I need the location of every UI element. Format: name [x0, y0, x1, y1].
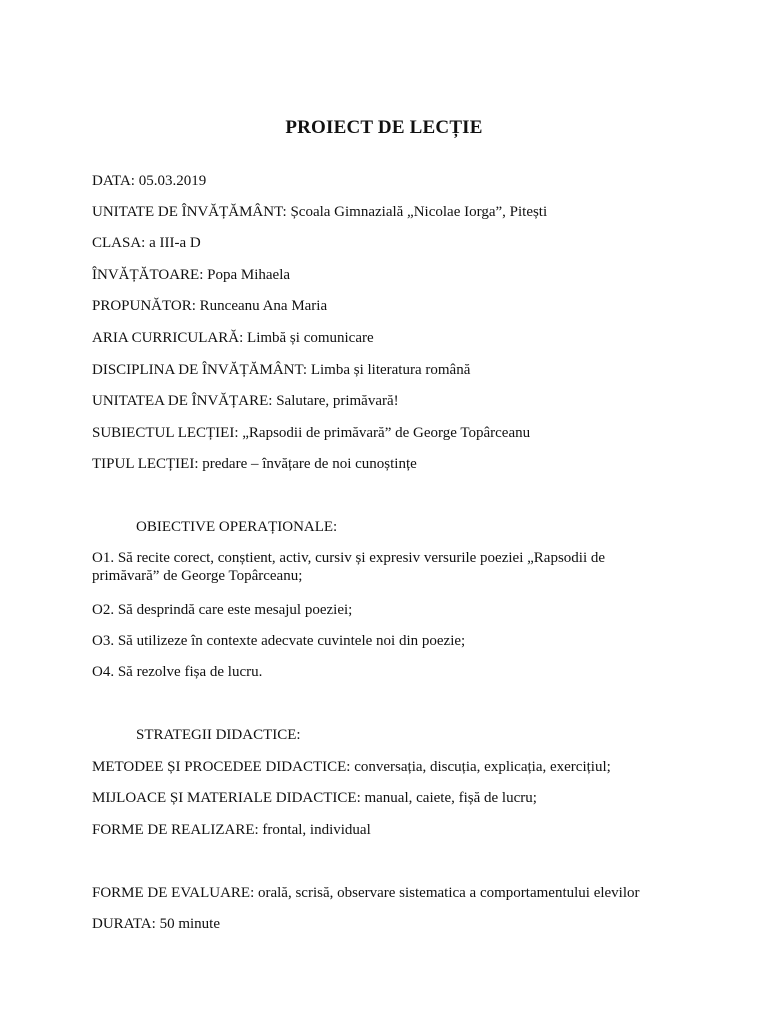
field-value: predare – învățare de noi cunoștințe [202, 456, 417, 472]
field-aria-curriculara [92, 329, 374, 347]
field-value: Limbă și comunicare [247, 330, 374, 346]
field-label: DATA: [92, 173, 135, 189]
field-label: DURATA: [92, 916, 156, 932]
field-label: PROPUNĂTOR: [92, 298, 196, 314]
field-label: DISCIPLINA DE ÎNVĂȚĂMÂNT: [92, 362, 308, 378]
field-label: SUBIECTUL LECȚIEI: [92, 425, 239, 441]
strategy-value: manual, caiete, fișă de lucru; [364, 790, 537, 806]
field-label: TIPUL LECȚIEI: [92, 456, 199, 472]
strategy-label: MIJLOACE ȘI MATERIALE DIDACTICE: [92, 790, 361, 806]
field-label: UNITATE DE ÎNVĂȚĂMÂNT: [92, 204, 287, 220]
strategies-heading: STRATEGII DIDACTICE: [136, 727, 301, 743]
strategy-item [92, 758, 611, 776]
strategy-item [92, 821, 371, 839]
strategy-item [92, 789, 537, 807]
field-value: Salutare, primăvară! [276, 393, 399, 409]
strategy-label: FORME DE REALIZARE: [92, 822, 259, 838]
field-unitate [92, 203, 547, 221]
field-clasa [92, 234, 201, 252]
field-data [92, 172, 206, 190]
field-disciplina [92, 361, 470, 379]
field-value: 50 minute [159, 916, 220, 932]
field-label: CLASA: [92, 235, 146, 251]
field-value: „Rapsodii de primăvară” de George Topârceanu [242, 425, 531, 441]
field-tipul [92, 455, 417, 473]
field-value: Popa Mihaela [207, 267, 291, 283]
field-value: Limba și literatura română [310, 362, 471, 378]
objective-item: O1. Să recite corect, conștient, activ, cursiv și expresiv versurile poeziei „Rapsodii de primăvară” de George Topârceanu; [92, 550, 606, 584]
field-propunator [92, 297, 327, 315]
strategy-value: conversația, discuția, explicația, exercițiul; [354, 759, 611, 775]
objective-item: O4. Să rezolve fișa de lucru. [92, 664, 263, 680]
objectives-heading: OBIECTIVE OPERAȚIONALE: [136, 519, 338, 535]
field-evaluare [92, 884, 640, 902]
field-label: FORME DE EVALUARE: [92, 885, 255, 901]
objective-item: O2. Să desprindă care este mesajul poeziei; [92, 602, 353, 618]
field-value: Runceanu Ana Maria [199, 298, 328, 314]
field-value: Școala Gimnazială „Nicolae Iorga”, Pitești [290, 204, 548, 220]
field-label: UNITATEA DE ÎNVĂȚARE: [92, 393, 273, 409]
strategy-value: frontal, individual [262, 822, 371, 838]
field-invatatoare [92, 266, 290, 284]
field-value: a III-a D [149, 235, 201, 251]
field-durata [92, 915, 220, 933]
field-value: 05.03.2019 [138, 173, 207, 189]
field-label: ARIA CURRICULARĂ: [92, 330, 244, 346]
field-subiectul [92, 424, 530, 442]
field-value: orală, scrisă, observare sistematica a comportamentului elevilor [257, 885, 640, 901]
objective-item: O3. Să utilizeze în contexte adecvate cuvintele noi din poezie; [92, 633, 466, 649]
document-title: PROIECT DE LECȚIE [285, 117, 483, 138]
field-label: ÎNVĂȚĂTOARE: [92, 267, 204, 283]
strategy-label: METODEE ȘI PROCEDEE DIDACTICE: [92, 759, 351, 775]
field-unitatea-invatare [92, 392, 399, 410]
